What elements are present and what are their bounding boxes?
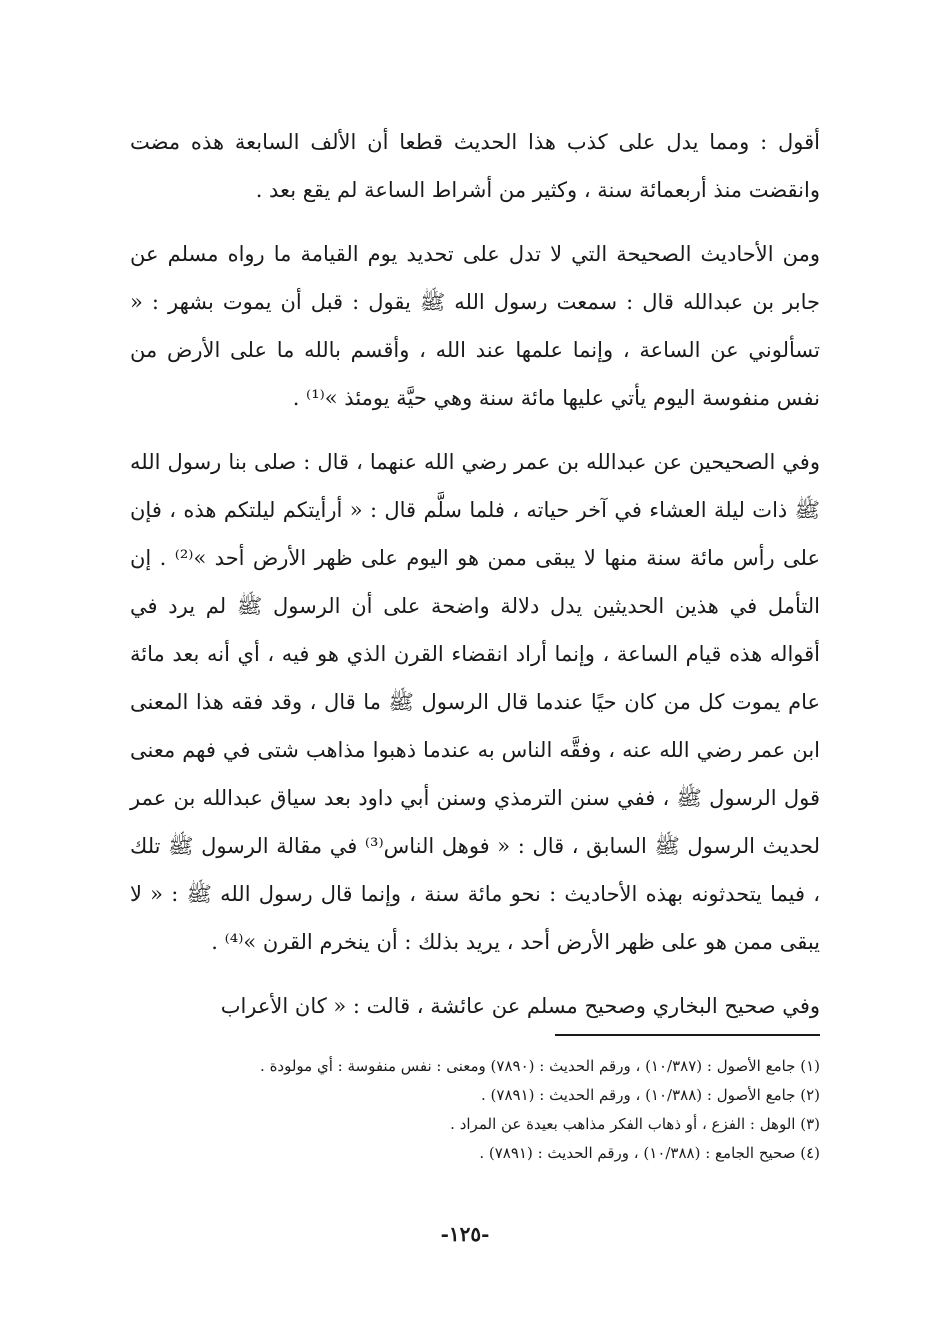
footnote-4: (٤) صحيح الجامع : (١٠/٣٨٨) ، ورقم الحديث : (٧٨٩١) . bbox=[479, 1144, 820, 1162]
paragraph-4: وفي صحيح البخاري وصحيح مسلم عن عائشة ، قالت : « كان الأعراب bbox=[220, 994, 820, 1018]
footnote-2: (٢) جامع الأصول : (١٠/٣٨٨) ، ورقم الحديث : (٧٨٩١) . bbox=[481, 1086, 820, 1104]
footnote-separator bbox=[555, 1034, 820, 1036]
paragraph-2: ومن الأحاديث الصحيحة التي لا تدل على تحديد يوم القيامة ما رواه مسلم عن جابر بن عبدالله قال : سمعت رسول الله ﷺ يقول : قبل أن يموت بشهر : « تسألوني عن الساعة ، وإنما علمها عند الله ، وأقسم بالله ما على الأرض من نفس منفوسة اليوم يأتي عليها مائة سنة وهي حيَّة يومئذ »⁽¹⁾ . bbox=[130, 242, 820, 410]
footnotes bbox=[130, 1052, 820, 1168]
footnote-3: (٣) الوهل : الفزع ، أو ذهاب الفكر مذاهب بعيدة عن المراد . bbox=[450, 1115, 820, 1133]
main-text bbox=[130, 118, 820, 1030]
page-number: -١٢٥- bbox=[440, 1222, 490, 1246]
paragraph-1: أقول : ومما يدل على كذب هذا الحديث قطعا أن الألف السابعة هذه مضت وانقضت منذ أربعمائة سنة ، وكثير من أشراط الساعة لم يقع بعد . bbox=[130, 130, 820, 202]
footnote-1: (١) جامع الأصول : (١٠/٣٨٧) ، ورقم الحديث : (٧٨٩٠) ومعنى : نفس منفوسة : أي مولودة . bbox=[260, 1057, 820, 1075]
paragraph-3: وفي الصحيحين عن عبدالله بن عمر رضي الله عنهما ، قال : صلى بنا رسول الله ﷺ ذات ليلة العشاء في آخر حياته ، فلما سلَّم قال : « أرأيتكم ليلتكم هذه ، فإن على رأس مائة سنة منها لا يبقى ممن هو اليوم على ظهر الأرض أحد »⁽²⁾ . إن التأمل في هذين الحديثين يدل دلالة واضحة على أن الرسول ﷺ لم يرد في أقواله هذه قيام الساعة ، وإنما أراد انقضاء القرن الذي هو فيه ، أي أنه بعد مائة عام يموت كل من كان حيًا عندما قال الرسول ﷺ ما قال ، وقد فقه هذا المعنى ابن عمر رضي الله عنه ، وفقَّه الناس به عندما ذهبوا مذاهب شتى في فهم معنى قول الرسول ﷺ ، ففي سنن الترمذي وسنن أبي داود بعد سياق عبدالله بن عمر لحديث الرسول ﷺ السابق ، قال : « فوهل الناس⁽³⁾ في مقالة الرسول ﷺ تلك ، فيما يتحدثونه بهذه الأحاديث : نحو مائة سنة ، وإنما قال رسول الله ﷺ : « لا يبقى ممن هو على ظهر الأرض أحد ، يريد بذلك : أن ينخرم القرن »⁽⁴⁾ . bbox=[130, 450, 821, 954]
